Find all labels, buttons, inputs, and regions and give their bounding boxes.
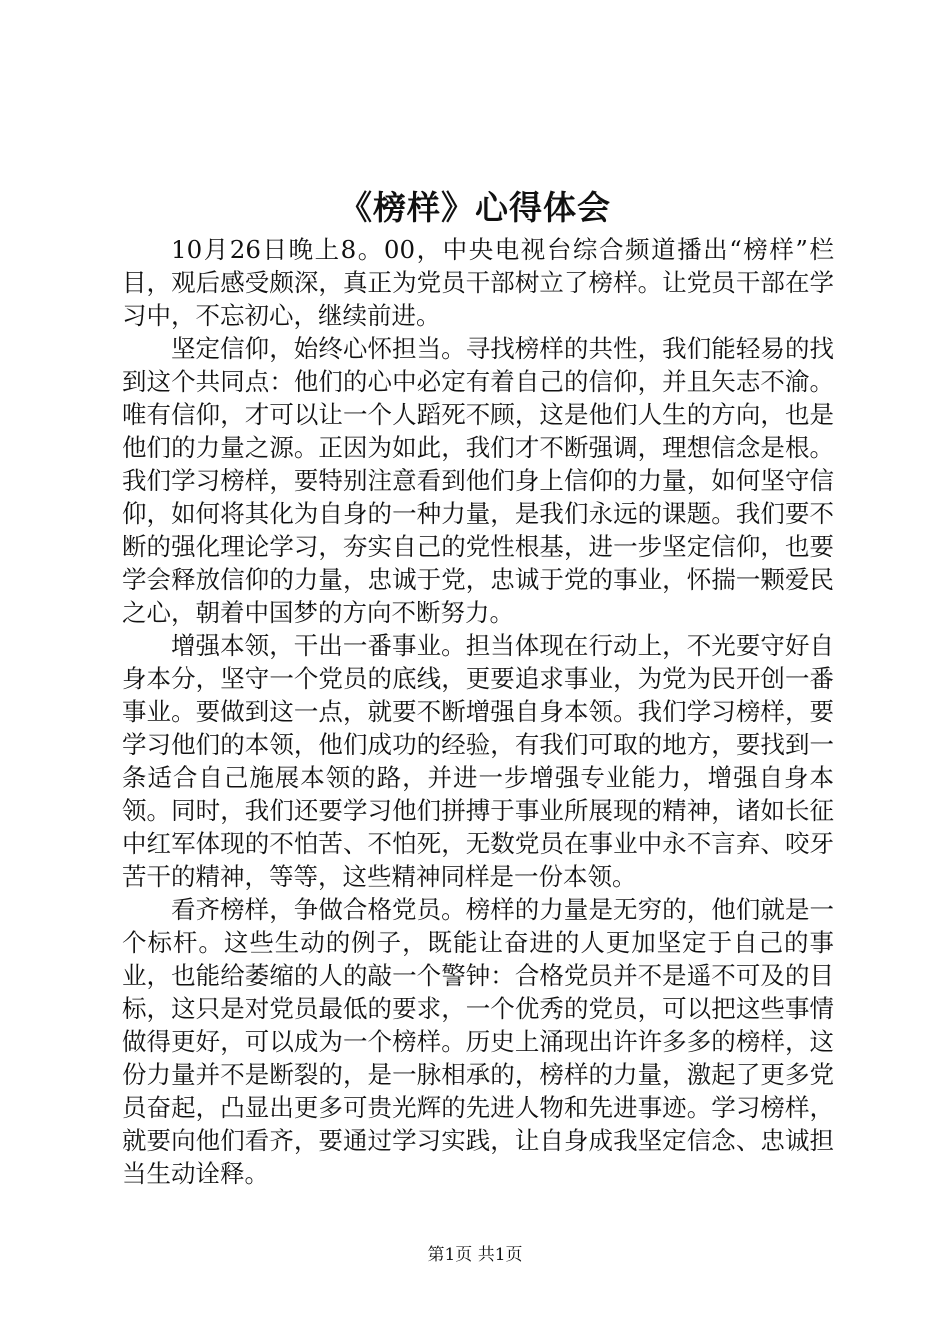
paragraph-ability: 增强本领，干出一番事业。担当体现在行动上，不光要守好自身本分，坚守一个党员的底线，更要追求事业，为党为民开创一番事业。要做到这一点，就要不断增强自身本领。我们学习榜样，要学习他们的本领，他们成功的经验，有我们可取的地方，要找到一条适合自己施展本领的路，并进一步增强专业能力，增强自身本领。同时，我们还要学习他们拼搏于事业所展现的精神，诸如长征中红军体现的不怕苦、不怕死，无数党员在事业中永不言弃、咬牙苦干的精神，等等，这些精神同样是一份本领。 bbox=[122, 631, 834, 891]
paragraph-faith: 坚定信仰，始终心怀担当。寻找榜样的共性，我们能轻易的找到这个共同点：他们的心中必定有着自己的信仰，并且矢志不渝。唯有信仰，才可以让一个人蹈死不顾，这是他们人生的方向，也是他们的力量之源。正因为如此，我们才不断强调，理想信念是根。我们学习榜样，要特别注意看到他们身上信仰的力量，如何坚守信仰，如何将其化为自身的一种力量，是我们永远的课题。我们要不断的强化理论学习，夯实自己的党性根基，进一步坚定信仰，也要学会释放信仰的力量，忠诚于党，忠诚于党的事业，怀揣一颗爱民之心，朝着中国梦的方向不断努力。 bbox=[122, 334, 834, 627]
document-body bbox=[122, 233, 834, 1190]
document-title: 《榜样》心得体会 bbox=[339, 188, 611, 227]
paragraph-intro: 10月26日晚上8。00，中央电视台综合频道播出“榜样”栏目，观后感受颇深，真正为党员干部树立了榜样。让党员干部在学习中，不忘初心，继续前进。 bbox=[122, 235, 834, 330]
page-number-footer: 第1页 共1页 bbox=[427, 1245, 523, 1265]
paragraph-role-model: 看齐榜样，争做合格党员。榜样的力量是无穷的，他们就是一个标杆。这些生动的例子，既能让奋进的人更加坚定于自己的事业，也能给萎缩的人的敲一个警钟：合格党员并不是遥不可及的目标，这只是对党员最低的要求，一个优秀的党员，可以把这些事情做得更好，可以成为一个榜样。历史上涌现出许许多多的榜样，这份力量并不是断裂的，是一脉相承的，榜样的力量，激起了更多党员奋起，凸显出更多可贵光辉的先进人物和先进事迹。学习榜样，就要向他们看齐，要通过学习实践，让自身成我坚定信念、忠诚担当生动诠释。 bbox=[122, 895, 834, 1188]
